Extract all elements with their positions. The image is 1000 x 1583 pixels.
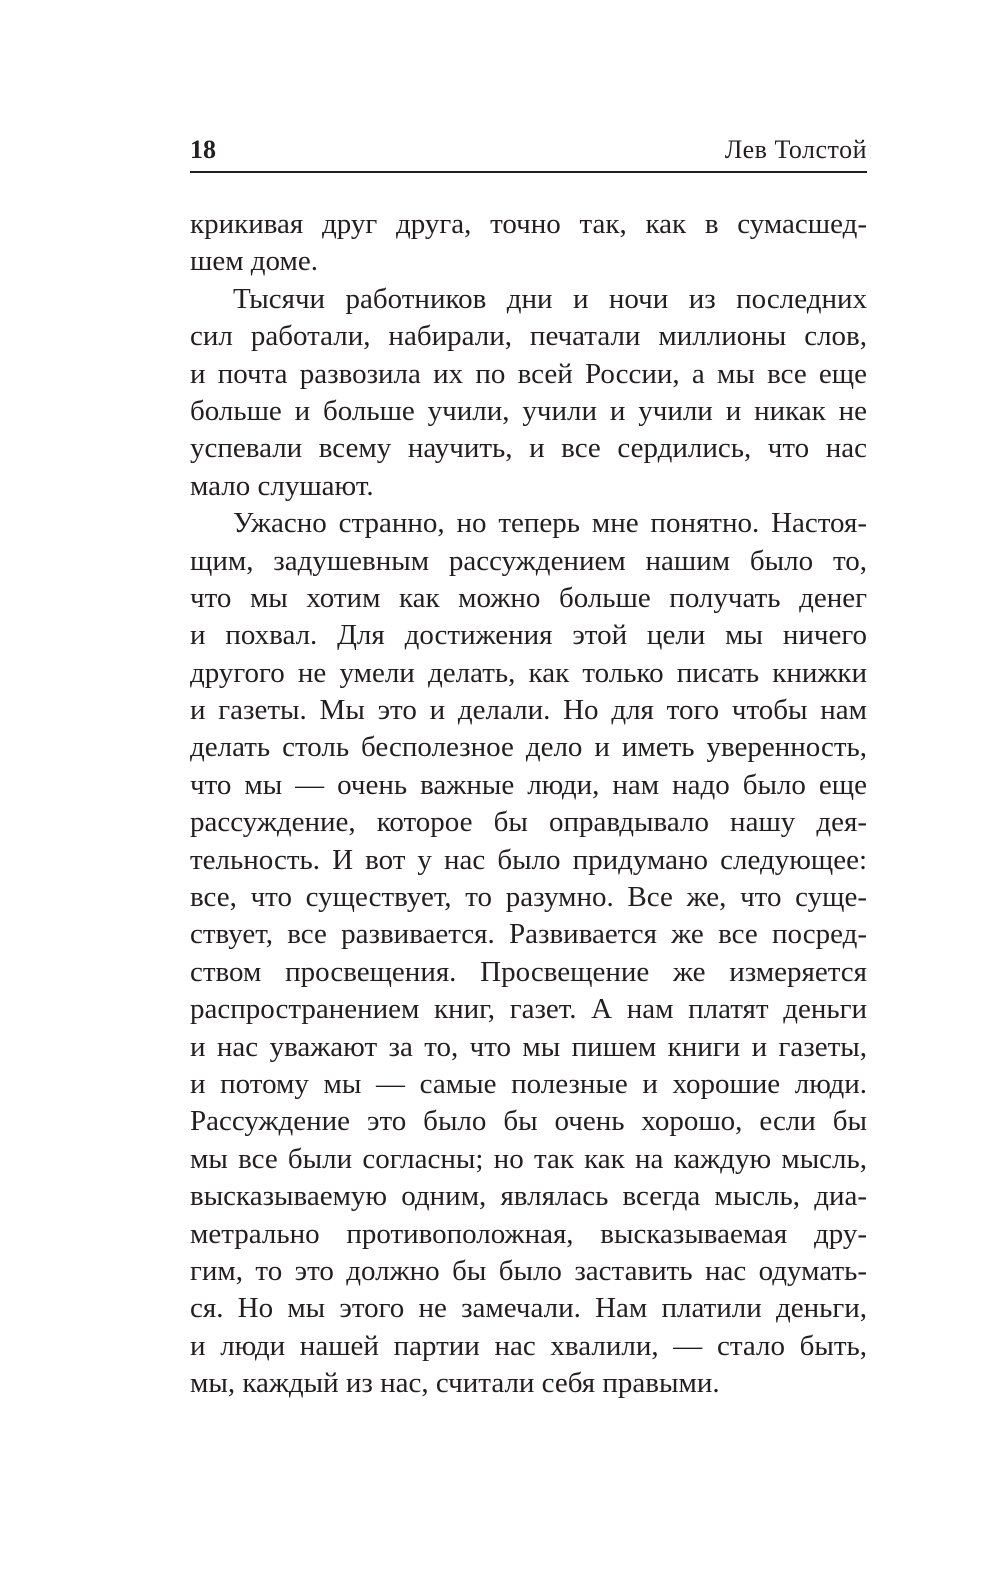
text-line: успевали всему научить, и все сердились, что нас [190,432,867,465]
text-line: другого не умели делать, как только писать книжки [190,656,867,689]
text-line: ствует, все развивается. Развивается же все посред- [190,918,867,951]
header-rule [190,171,867,173]
text-line: рассуждение, которое бы оправдывало нашу дея- [190,806,867,839]
running-head-author: Лев Толстой [724,135,867,164]
text-line: и люди нашей партии нас хвалили, — стало быть, [190,1329,867,1362]
text-line: мало слушают. [190,469,374,502]
text-line: Ужасно странно, но теперь мне понятно. Настоя- [233,507,867,540]
text-line: все, что существует, то разумно. Все же, что суще- [190,881,867,914]
text-line: гим, то это должно бы было заставить нас одумать- [190,1254,867,1287]
text-line: Рассуждение это было бы очень хорошо, если бы [190,1105,867,1138]
text-line: делать столь бесполезное дело и иметь уверенность, [190,731,867,764]
text-line: ством просвещения. Просвещение же измеряется [190,955,867,988]
text-line: тельность. И вот у нас было придумано следующее: [190,843,867,876]
running-head [190,132,867,168]
text-line: Тысячи работников дни и ночи из последних [233,282,867,315]
text-line: и газеты. Мы это и делали. Но для того чтобы нам [190,694,867,727]
text-line: мы все были согласны; но так как на каждую мысль, [190,1142,867,1175]
text-line: щим, задушевным рассуждением нашим было то, [190,544,867,577]
text-line: и похвал. Для достижения этой цели мы ничего [190,619,867,652]
text-line: высказываемую одним, являлась всегда мысль, диа- [190,1180,867,1213]
text-line: и потому мы — самые полезные и хорошие люди. [190,1067,867,1100]
page-number: 18 [190,135,216,164]
text-line: метрально противоположная, высказываемая дру- [190,1217,867,1250]
text-line: больше и больше учили, учили и учили и никак не [190,394,867,427]
book-page [190,0,867,1583]
body-text [190,206,867,1403]
text-line: и нас уважают за то, что мы пишем книги и газеты, [190,1030,867,1063]
text-line: ся. Но мы этого не замечали. Нам платили деньги, [190,1292,867,1325]
text-line: распространением книг, газет. А нам платят деньги [190,993,867,1026]
text-line: шем доме. [190,245,318,278]
text-line: и почта развозила их по всей России, а мы все еще [190,357,867,390]
text-line: крикивая друг друга, точно так, как в сумасшед- [190,208,867,240]
text-line: сил работали, набирали, печатали миллионы слов, [190,320,867,353]
text-line: что мы хотим как можно больше получать денег [190,581,867,614]
text-line: что мы — очень важные люди, нам надо было еще [190,768,867,801]
text-line: мы, каждый из нас, считали себя правыми. [190,1367,720,1400]
